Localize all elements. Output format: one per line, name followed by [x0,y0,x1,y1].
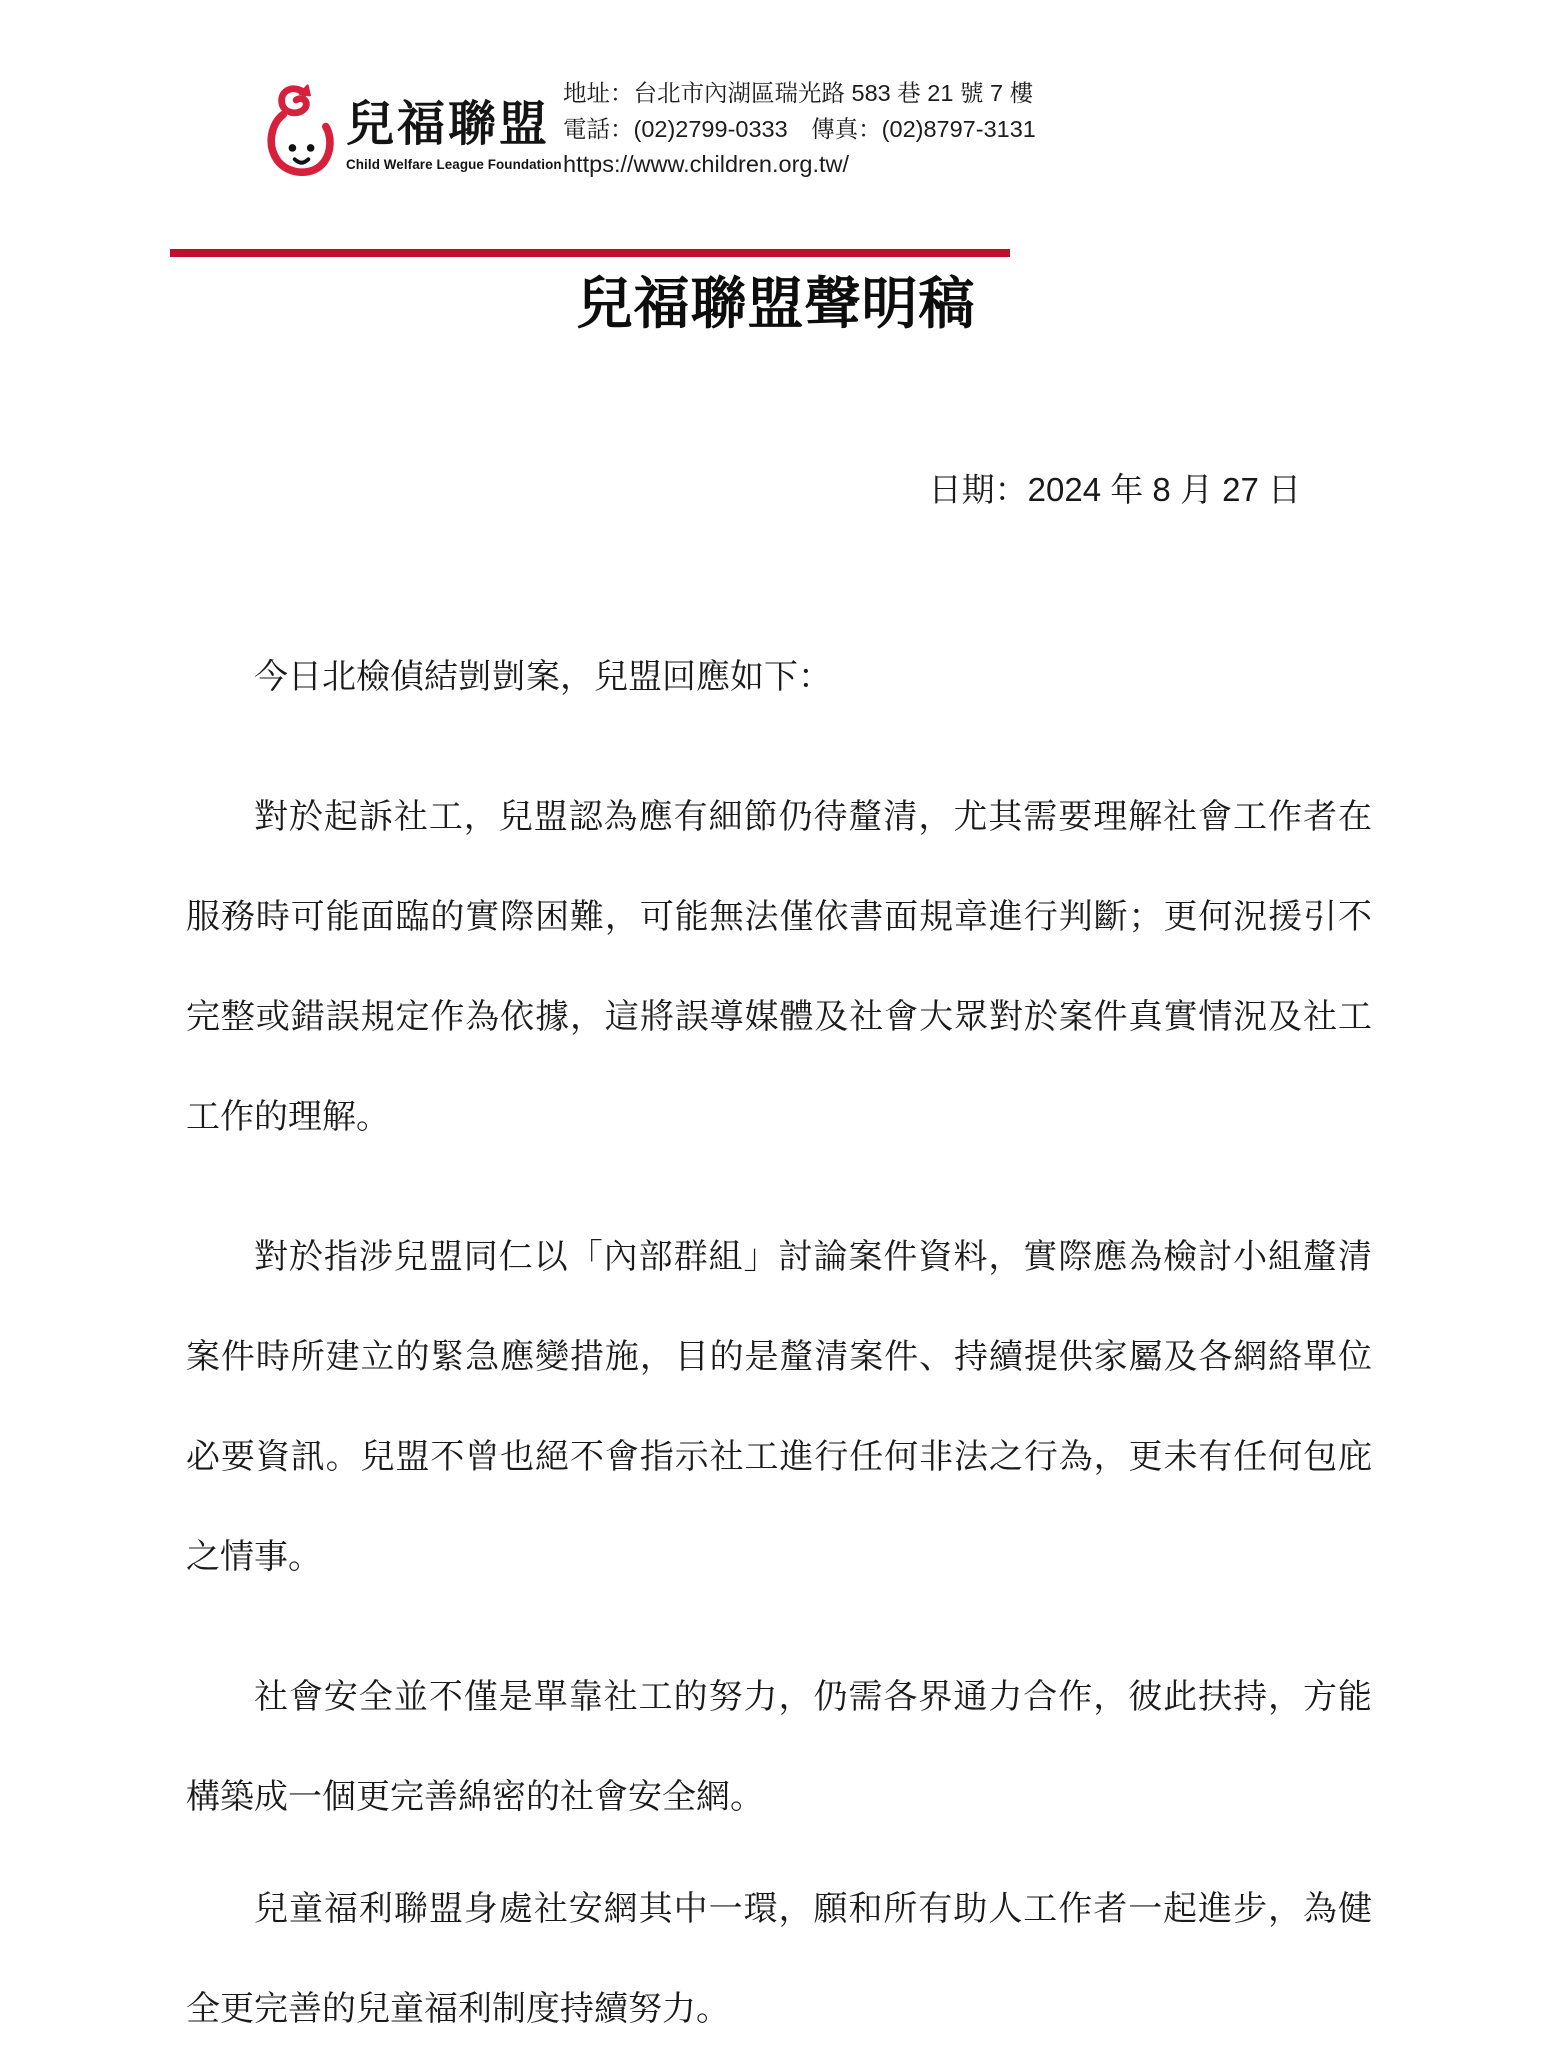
contact-address: 地址：台北市內湖區瑞光路 583 巷 21 號 7 樓 [563,80,1034,106]
org-logo [262,80,562,196]
statement-body [186,627,1372,2048]
contact-phone-fax: 電話：(02)2799-0333 傳真：(02)8797-3131 [563,115,1036,142]
paragraph-intro: 今日北檢偵結剴剴案，兒盟回應如下： [254,658,832,696]
header-divider [170,249,1010,257]
org-name-zh: 兒福聯盟 [346,98,551,151]
org-name-en: Child Welfare League Foundation [346,157,562,173]
cwlf-child-face-icon [262,80,338,196]
contact-website: https://www.children.org.tw/ [563,151,850,177]
contact-info [563,82,1036,177]
paragraph-4: 兒童福利聯盟身處社安網其中一環，願和所有助人工作者一起進步，為健全更完善的兒童福利制度持續努力。 [186,1890,1372,2028]
statement-title: 兒福聯盟聲明稿 [576,272,976,335]
org-logo-text [346,80,562,172]
paragraph-3: 社會安全並不僅是單靠社工的努力，仍需各界通力合作，彼此扶持，方能構築成一個更完善綿密的社會安全網。 [186,1678,1372,1816]
statement-date: 日期：2024 年 8 月 27 日 [928,471,1301,508]
paragraph-1: 對於起訴社工，兒盟認為應有細節仍待釐清，尤其需要理解社會工作者在服務時可能面臨的實際困難，可能無法僅依書面規章進行判斷；更何況援引不完整或錯誤規定作為依據，這將誤導媒體及社會大眾對於案件真實情況及社工工作的理解。 [186,798,1372,1136]
paragraph-2: 對於指涉兒盟同仁以「內部群組」討論案件資料，實際應為檢討小組釐清案件時所建立的緊急應變措施，目的是釐清案件、持續提供家屬及各網絡單位必要資訊。兒盟不曾也絕不會指示社工進行任何非法之行為，更未有任何包庇之情事。 [186,1238,1372,1576]
